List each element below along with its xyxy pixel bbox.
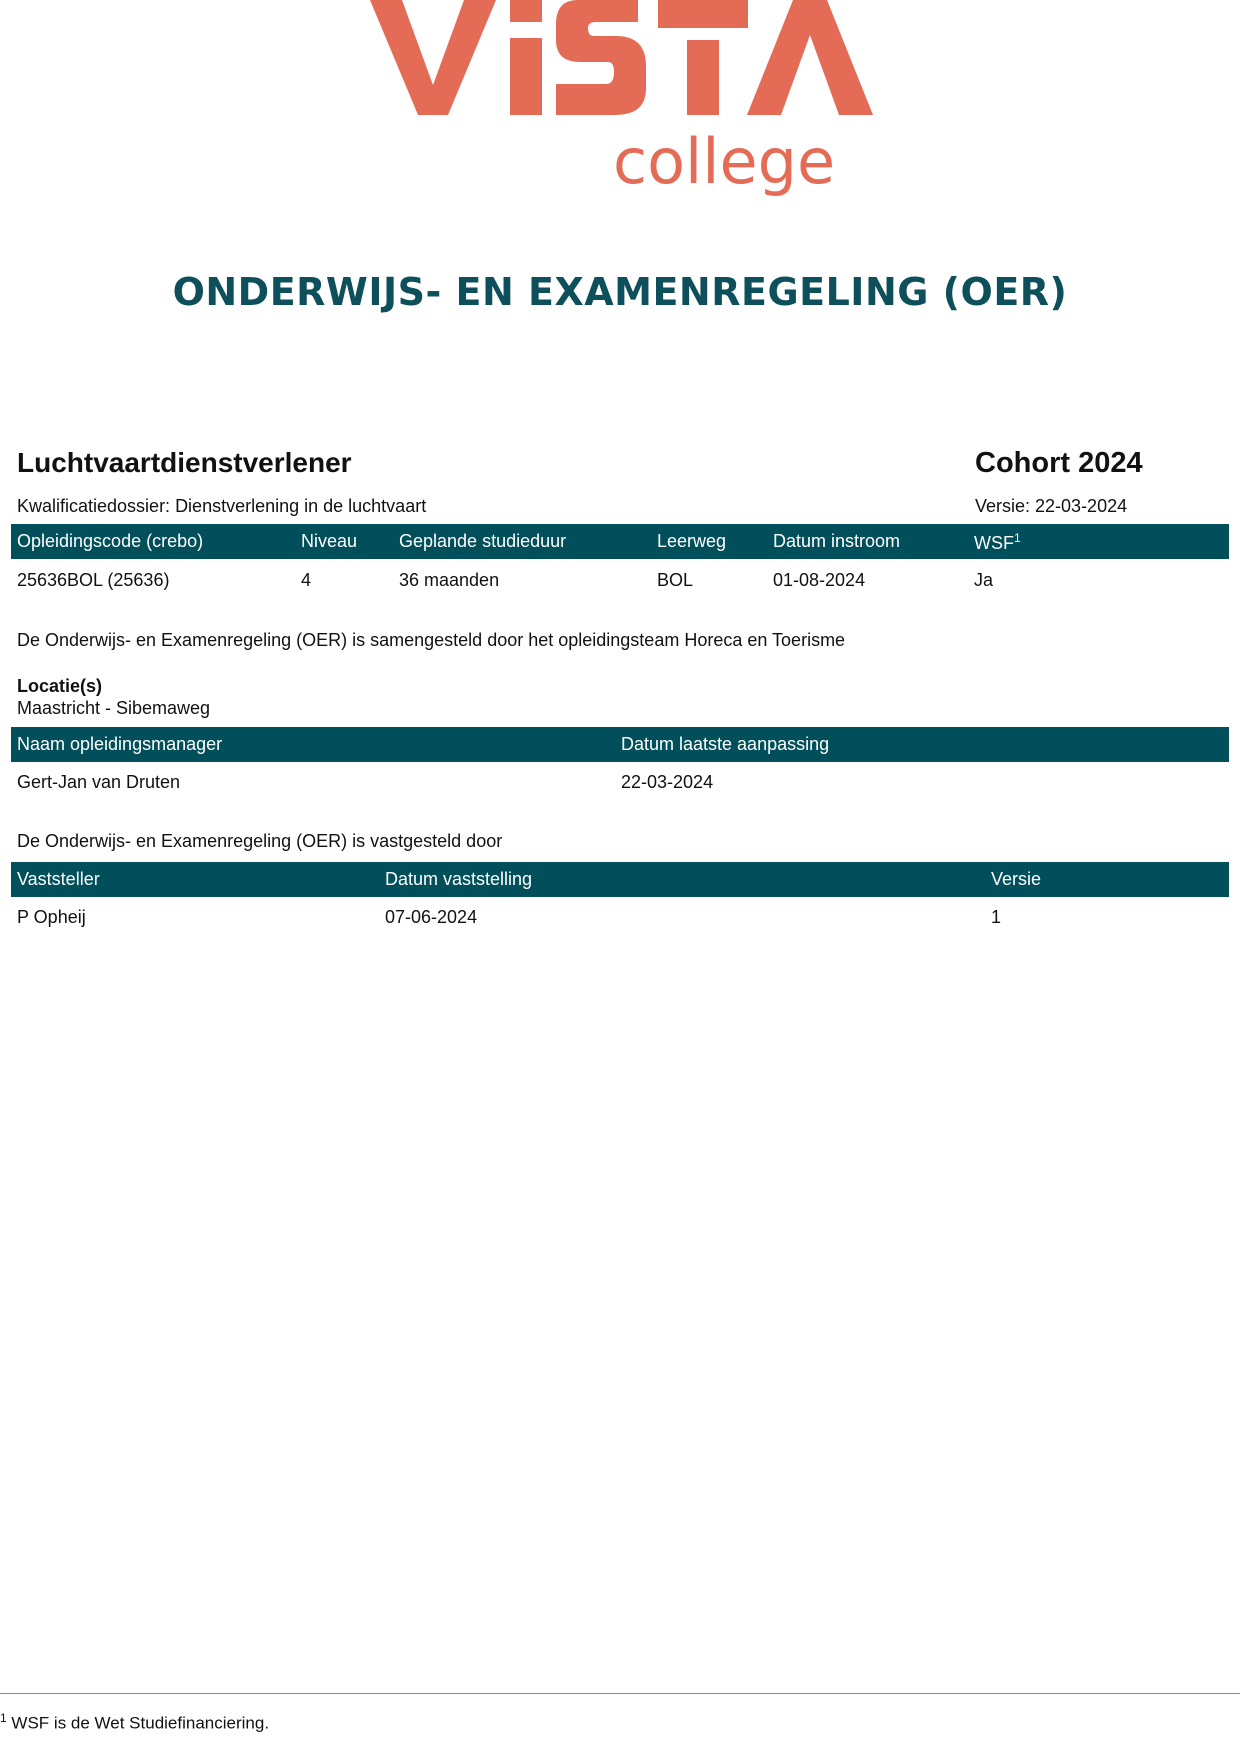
versie-date: Versie: 22-03-2024 bbox=[975, 496, 1128, 516]
document-title: ONDERWIJS- EN EXAMENREGELING (OER) bbox=[172, 270, 1068, 314]
footnote-divider bbox=[0, 1693, 1240, 1694]
locatie-value: Maastricht - Sibemaweg bbox=[17, 698, 211, 718]
header-niveau: Niveau bbox=[301, 531, 358, 551]
header-wsf bbox=[974, 531, 1021, 554]
value-datum-vaststelling: 07-06-2024 bbox=[385, 907, 478, 927]
program-name: Luchtvaartdienstverlener bbox=[17, 447, 352, 478]
value-vaststeller: P Opheij bbox=[17, 907, 86, 927]
vastgesteld-text: De Onderwijs- en Examenregeling (OER) is vastgesteld door bbox=[17, 831, 503, 851]
header-leerweg: Leerweg bbox=[657, 531, 727, 551]
header-instroom: Datum instroom bbox=[773, 531, 901, 551]
header-studieduur: Geplande studieduur bbox=[399, 531, 567, 551]
header-vaststeller: Vaststeller bbox=[17, 869, 100, 889]
header-aanpassing: Datum laatste aanpassing bbox=[621, 734, 830, 754]
value-instroom: 01-08-2024 bbox=[773, 570, 866, 590]
header-versie: Versie bbox=[991, 869, 1042, 889]
logo-college-text: college bbox=[613, 125, 836, 198]
header-manager: Naam opleidingsmanager bbox=[17, 734, 223, 754]
cohort-label: Cohort 2024 bbox=[975, 447, 1143, 479]
value-aanpassing: 22-03-2024 bbox=[621, 772, 714, 792]
value-manager: Gert-Jan van Druten bbox=[17, 772, 181, 792]
program-table-header bbox=[11, 524, 1229, 559]
kwalificatiedossier: Kwalificatiedossier: Dienstverlening in de luchtvaart bbox=[17, 496, 427, 516]
footnote-mark: 1 bbox=[0, 1711, 7, 1725]
vista-college-logo bbox=[368, 0, 888, 205]
manager-table-header bbox=[11, 727, 1229, 762]
header-opleidingscode: Opleidingscode (crebo) bbox=[17, 531, 204, 551]
value-leerweg: BOL bbox=[657, 570, 694, 590]
vaststelling-table-header bbox=[11, 862, 1229, 897]
header-datum-vaststelling: Datum vaststelling bbox=[385, 869, 533, 889]
header-wsf-label: WSF bbox=[974, 533, 1014, 553]
value-niveau: 4 bbox=[301, 570, 312, 590]
value-wsf: Ja bbox=[974, 570, 994, 590]
footnote-text: WSF is de Wet Studiefinanciering. bbox=[11, 1713, 270, 1733]
locatie-label: Locatie(s) bbox=[17, 676, 103, 696]
value-studieduur: 36 maanden bbox=[399, 570, 500, 590]
value-versie: 1 bbox=[991, 907, 1002, 927]
value-opleidingscode: 25636BOL (25636) bbox=[17, 570, 170, 590]
footnote bbox=[0, 1711, 269, 1734]
wsf-footnote-mark: 1 bbox=[1014, 531, 1021, 545]
samengesteld-text: De Onderwijs- en Examenregeling (OER) is samengesteld door het opleidingsteam Horeca en Toerisme bbox=[17, 630, 846, 650]
